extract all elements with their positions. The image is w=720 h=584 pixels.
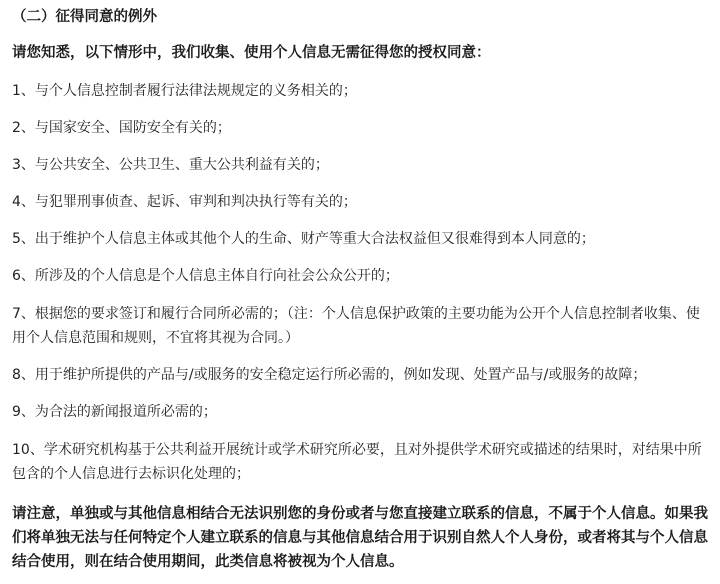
list-item-5: 5、出于维护个人信息主体或其他个人的生命、财产等重大合法权益但又很难得到本人同意的； xyxy=(12,231,595,247)
closing-note: 请注意，单独或与其他信息相结合无法识别您的身份或者与您直接建立联系的信息，不属于个人信息。如果我们将单独无法与任何特定个人建立联系的信息与其他信息结合用于识别自然人个人身份，或者将其与个人信息结合使用，则在结合使用期间，此类信息将被视为个人信息。 xyxy=(12,506,708,570)
list-item-9: 9、为合法的新闻报道所必需的； xyxy=(12,404,217,420)
section-title: （二）征得同意的例外 xyxy=(12,9,157,25)
list-item-1: 1、与个人信息控制者履行法律法规规定的义务相关的； xyxy=(12,83,357,99)
list-item-6: 6、所涉及的个人信息是个人信息主体自行向社会公众公开的； xyxy=(12,268,399,284)
list-item-10: 10、学术研究机构基于公共利益开展统计或学术研究所必要，且对外提供学术研究或描述的结果时，对结果中所包含的个人信息进行去标识化处理的； xyxy=(12,442,702,482)
intro-paragraph: 请您知悉，以下情形中，我们收集、使用个人信息无需征得您的授权同意： xyxy=(12,45,491,61)
list-item-4: 4、与犯罪刑事侦查、起诉、审判和判决执行等有关的； xyxy=(12,194,357,210)
list-item-2: 2、与国家安全、国防安全有关的； xyxy=(12,120,231,136)
list-item-7: 7、根据您的要求签订和履行合同所必需的；（注：个人信息保护政策的主要功能为公开个人信息控制者收集、使用个人信息范围和规则，不宜将其视为合同。） xyxy=(12,306,700,346)
list-item-3: 3、与公共安全、公共卫生、重大公共利益有关的； xyxy=(12,157,329,173)
list-item-8: 8、用于维护所提供的产品与/或服务的安全稳定运行所必需的，例如发现、处置产品与/或服务的故障； xyxy=(12,367,647,383)
